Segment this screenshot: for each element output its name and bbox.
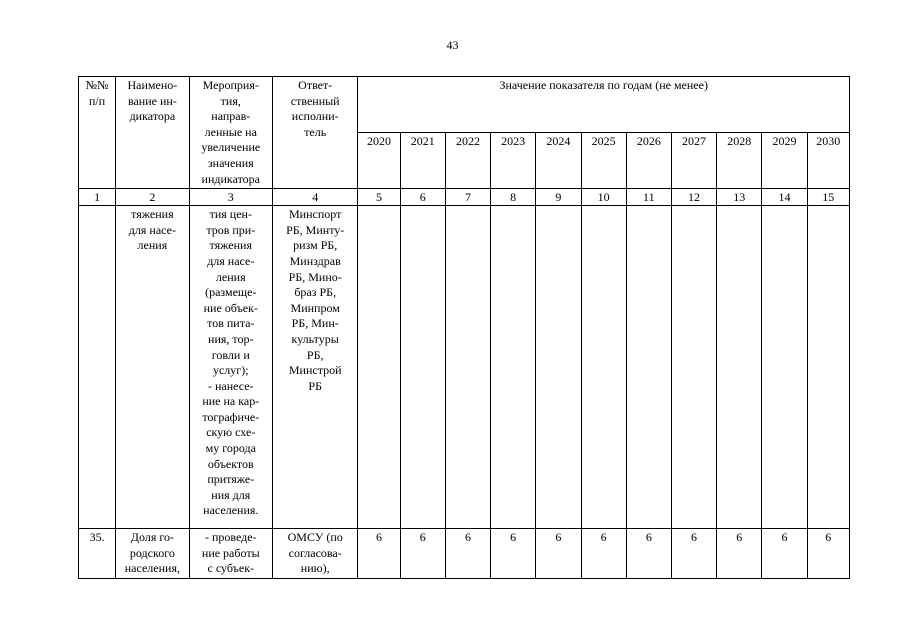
- column-number: 7: [445, 189, 490, 206]
- value-cell: 6: [581, 529, 626, 579]
- row-number: 35.: [79, 529, 116, 579]
- executor-cell: Минспорт РБ, Минту- ризм РБ, Минздрав РБ, Мино- браз РБ, Минпром РБ, Мин- культуры РБ, Минстрой РБ: [272, 206, 357, 529]
- table-row: [79, 206, 850, 529]
- column-number: 14: [762, 189, 807, 206]
- value-cell: [400, 206, 445, 529]
- year-cell: 2030: [807, 133, 849, 189]
- column-number: 6: [400, 189, 445, 206]
- value-cell: 6: [358, 529, 400, 579]
- value-cell: [581, 206, 626, 529]
- value-cell: 6: [536, 529, 581, 579]
- value-cell: [717, 206, 762, 529]
- column-number: 11: [626, 189, 671, 206]
- indicator-cell: тяжения для насе- ления: [116, 206, 189, 529]
- indicator-cell: Доля го- родского населения,: [116, 529, 189, 579]
- column-number: 8: [491, 189, 536, 206]
- column-number: 15: [807, 189, 849, 206]
- year-cell: 2023: [491, 133, 536, 189]
- header-years-group: Значение показателя по годам (не менее): [358, 77, 850, 133]
- header-indicator: Наимено- вание ин- дикатора: [116, 77, 189, 189]
- year-cell: 2026: [626, 133, 671, 189]
- page-number: 43: [446, 38, 459, 52]
- year-cell: 2028: [717, 133, 762, 189]
- value-cell: [358, 206, 400, 529]
- value-cell: 6: [491, 529, 536, 579]
- value-cell: 6: [762, 529, 807, 579]
- column-number: 12: [671, 189, 716, 206]
- column-number: 13: [717, 189, 762, 206]
- value-cell: [491, 206, 536, 529]
- header-row: [79, 77, 850, 133]
- column-number: 4: [272, 189, 357, 206]
- value-cell: [807, 206, 849, 529]
- value-cell: [762, 206, 807, 529]
- indicator-table: [78, 76, 850, 579]
- column-number: 1: [79, 189, 116, 206]
- table-row: [79, 529, 850, 579]
- column-number: 5: [358, 189, 400, 206]
- header-executor: Ответ- ственный исполни- тель: [272, 77, 357, 189]
- year-cell: 2020: [358, 133, 400, 189]
- column-number: 10: [581, 189, 626, 206]
- executor-cell: ОМСУ (по согласова- нию),: [272, 529, 357, 579]
- year-cell: 2027: [671, 133, 716, 189]
- value-cell: [445, 206, 490, 529]
- value-cell: [536, 206, 581, 529]
- value-cell: 6: [717, 529, 762, 579]
- year-cell: 2024: [536, 133, 581, 189]
- value-cell: 6: [626, 529, 671, 579]
- value-cell: [626, 206, 671, 529]
- measures-cell: - проведе- ние работы с субъек-: [189, 529, 272, 579]
- year-cell: 2022: [445, 133, 490, 189]
- year-cell: 2029: [762, 133, 807, 189]
- row-number: [79, 206, 116, 529]
- year-cell: 2021: [400, 133, 445, 189]
- value-cell: 6: [807, 529, 849, 579]
- column-number-row: [79, 189, 850, 206]
- header-measures: Мероприя- тия, направ- ленные на увеличение значения индикатора: [189, 77, 272, 189]
- value-cell: 6: [400, 529, 445, 579]
- column-number: 9: [536, 189, 581, 206]
- year-cell: 2025: [581, 133, 626, 189]
- value-cell: [671, 206, 716, 529]
- measures-cell: тия цен- тров при- тяжения для насе- ления (размеще- ние объек- тов пита- ния, тор- говли и услуг); - нанесе- ние на кар- тографиче- скую схе- му города объектов притяже- ния для населения.: [189, 206, 272, 529]
- value-cell: 6: [445, 529, 490, 579]
- header-num: №№ п/п: [79, 77, 116, 189]
- value-cell: 6: [671, 529, 716, 579]
- column-number: 2: [116, 189, 189, 206]
- column-number: 3: [189, 189, 272, 206]
